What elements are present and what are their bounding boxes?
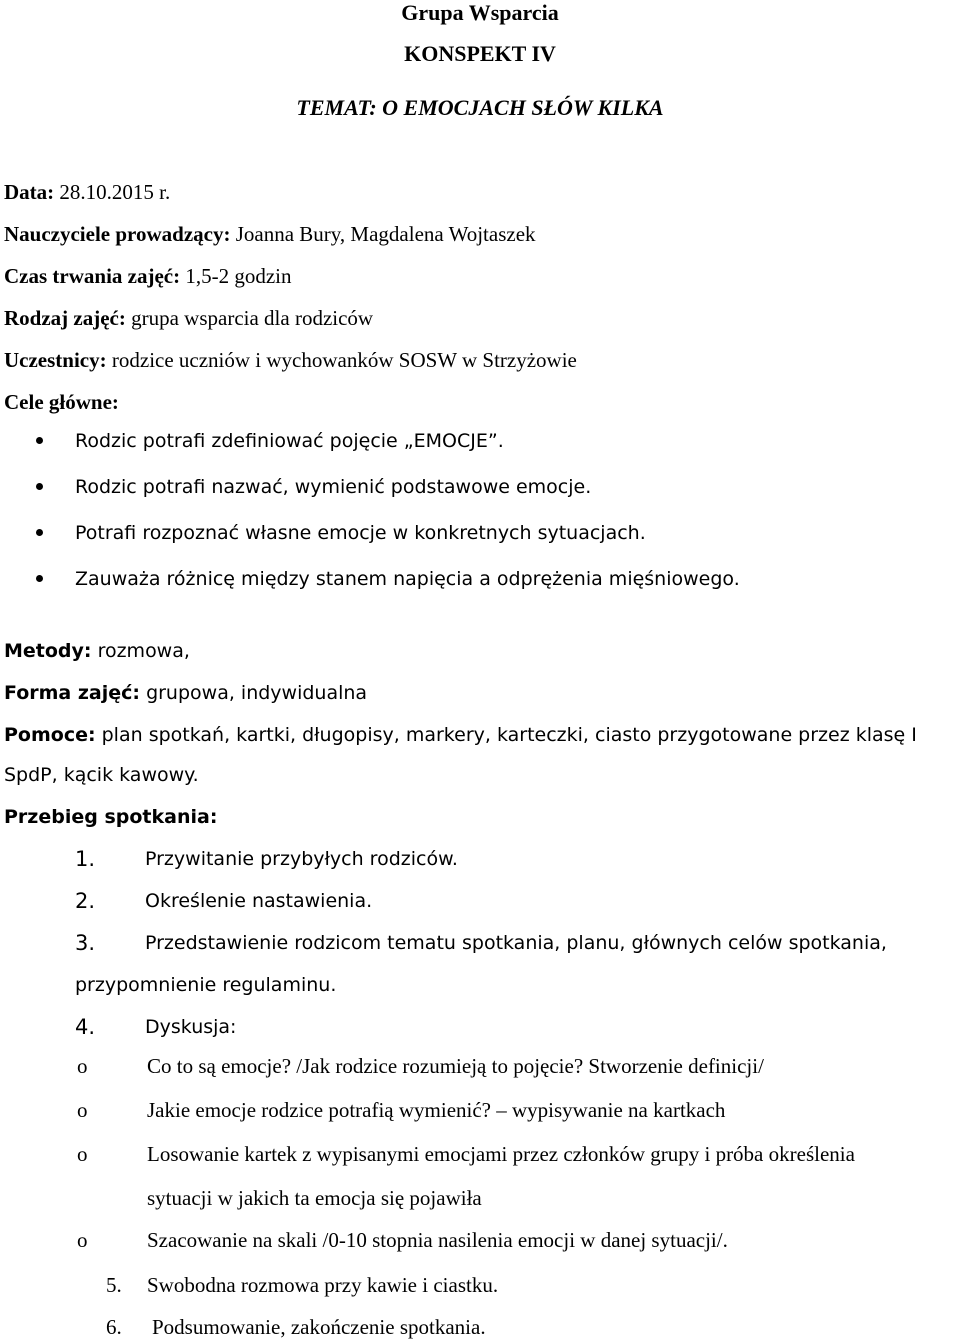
goal-item: Rodzic potrafi zdefiniować pojęcie „EMOCJE”. (75, 430, 504, 452)
date-label: Data: (4, 180, 55, 204)
methods-line (4, 638, 190, 664)
goal-item: Rodzic potrafi nazwać, wymienić podstawowe emocje. (75, 476, 592, 498)
participants-line (4, 347, 577, 373)
discussion-item-continued: sytuacji w jakich ta emocja się pojawiła (147, 1186, 482, 1210)
step-number: 4. (75, 1015, 96, 1039)
step-text: Dyskusja: (145, 1016, 237, 1038)
aids-value: plan spotkań, kartki, długopisy, markery, karteczki, ciasto przygotowane przez klasę I (101, 724, 917, 746)
step-text: Swobodna rozmowa przy kawie i ciastku. (147, 1273, 499, 1297)
aids-line-2: SpdP, kącik kawowy. (4, 764, 199, 786)
methods-value: rozmowa, (97, 640, 190, 662)
teachers-line (4, 221, 536, 247)
step-text: Podsumowanie, zakończenie spotkania. (152, 1315, 486, 1339)
bullet-icon (36, 437, 43, 444)
bullet-icon (36, 529, 43, 536)
participants-label: Uczestnicy: (4, 348, 107, 372)
step-number: 1. (75, 847, 96, 871)
type-label: Rodzaj zajęć: (4, 306, 126, 330)
bullet-icon (36, 483, 43, 490)
aids-line (4, 722, 917, 748)
goal-item: Potrafi rozpoznać własne emocje w konkretnych sytuacjach. (75, 522, 646, 544)
discussion-item: Losowanie kartek z wypisanymi emocjami przez członków grupy i próba określenia (147, 1142, 855, 1166)
duration-line (4, 263, 292, 289)
teachers-value: Joanna Bury, Magdalena Wojtaszek (235, 222, 536, 246)
list-marker: o (77, 1142, 88, 1166)
course-label: Przebieg spotkania: (4, 806, 218, 828)
type-value: grupa wsparcia dla rodziców (131, 306, 374, 330)
discussion-item: Szacowanie na skali /0-10 stopnia nasilenia emocji w danej sytuacji/. (147, 1228, 728, 1252)
bullet-icon (36, 575, 43, 582)
list-marker: o (77, 1098, 88, 1122)
step-text: Przywitanie przybyłych rodziców. (145, 848, 458, 870)
form-line (4, 680, 367, 706)
step-text: Określenie nastawienia. (145, 890, 373, 912)
participants-value: rodzice uczniów i wychowanków SOSW w Strzyżowie (111, 348, 577, 372)
goals-label: Cele główne: (4, 390, 119, 414)
step-number: 6. (106, 1315, 122, 1339)
aids-label: Pomoce: (4, 724, 96, 746)
date-line (4, 179, 170, 205)
step-text-continued: przypomnienie regulaminu. (75, 974, 337, 996)
step-number: 3. (75, 931, 96, 955)
discussion-item: Co to są emocje? /Jak rodzice rozumieją to pojęcie? Stworzenie definicji/ (147, 1054, 764, 1078)
teachers-label: Nauczyciele prowadzący: (4, 222, 231, 246)
doc-title: Grupa Wsparcia (401, 0, 559, 25)
date-value: 28.10.2015 r. (59, 180, 171, 204)
list-marker: o (77, 1228, 88, 1252)
discussion-item: Jakie emocje rodzice potrafią wymienić? – wypisywanie na kartkach (147, 1098, 726, 1122)
duration-label: Czas trwania zajęć: (4, 264, 181, 288)
type-line (4, 305, 373, 331)
goal-item: Zauważa różnicę między stanem napięcia a odprężenia mięśniowego. (75, 568, 740, 590)
doc-topic: TEMAT: O EMOCJACH SŁÓW KILKA (296, 95, 664, 120)
step-number: 5. (106, 1273, 122, 1297)
step-number: 2. (75, 889, 96, 913)
form-label: Forma zajęć: (4, 682, 141, 704)
form-value: grupowa, indywidualna (146, 682, 368, 704)
list-marker: o (77, 1054, 88, 1078)
doc-subtitle: KONSPEKT IV (404, 41, 556, 66)
step-text: Przedstawienie rodzicom tematu spotkania, planu, głównych celów spotkania, (145, 932, 887, 954)
methods-label: Metody: (4, 640, 92, 662)
duration-value: 1,5-2 godzin (185, 264, 292, 288)
